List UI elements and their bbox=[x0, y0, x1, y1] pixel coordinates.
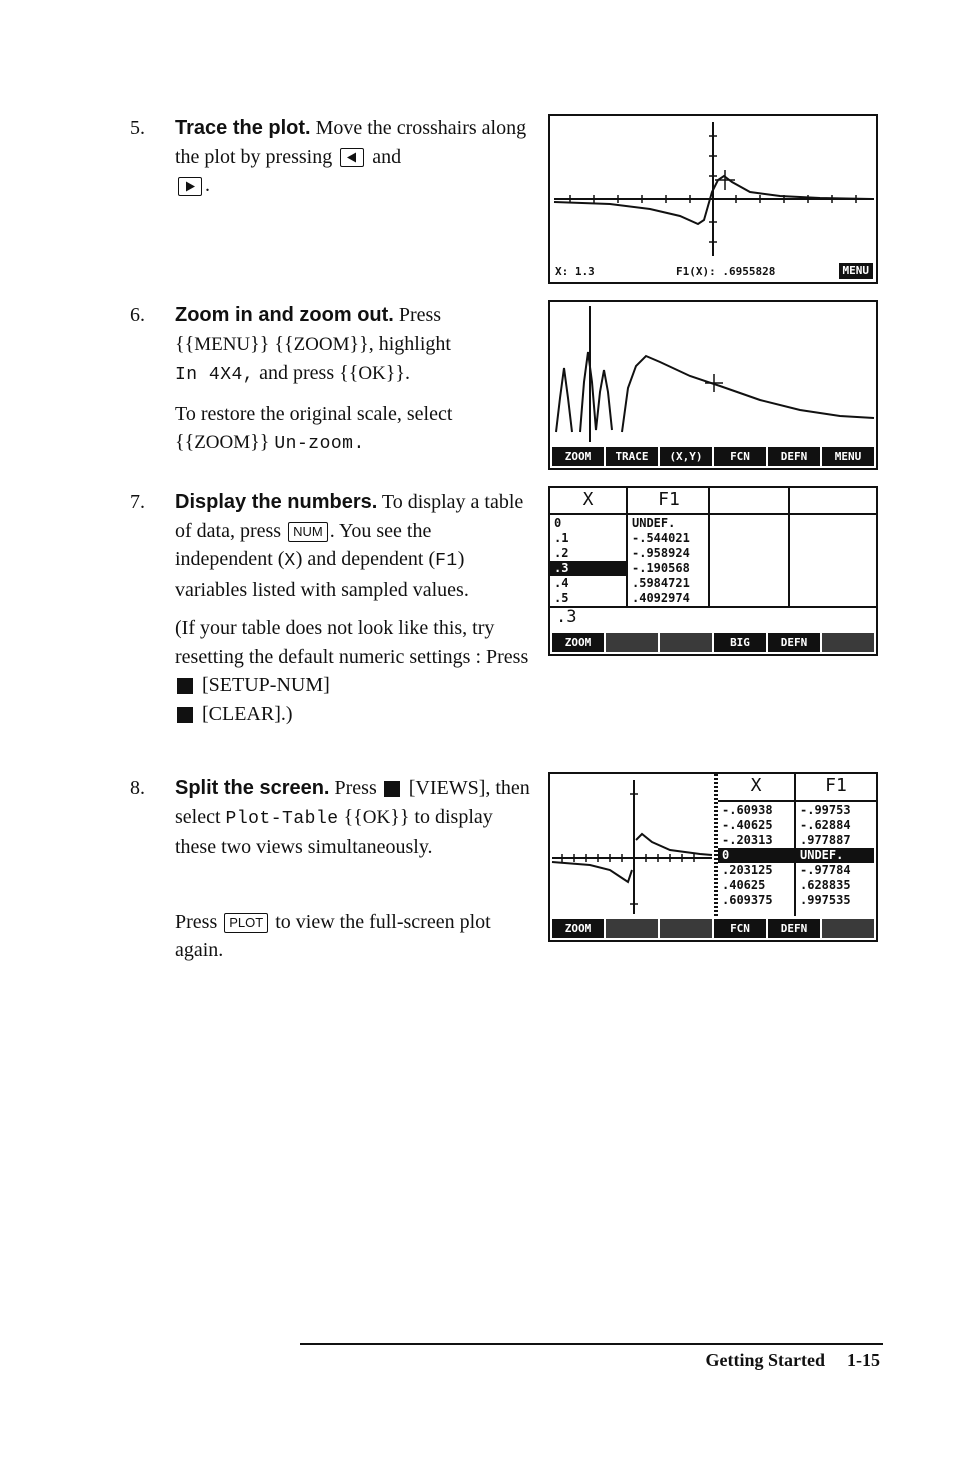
table-cell-f1: -.190568 bbox=[632, 561, 690, 575]
softkey-fcn[interactable]: FCN bbox=[714, 447, 766, 466]
mono-text: X bbox=[284, 551, 296, 571]
trace-plot bbox=[550, 116, 876, 260]
step-text: }} to display these two views simultaneously. bbox=[175, 805, 493, 858]
table-row[interactable] bbox=[718, 863, 874, 878]
table-row[interactable] bbox=[550, 576, 710, 591]
step-text: }} {{ bbox=[250, 332, 294, 355]
table-cell-f1: .997535 bbox=[800, 893, 851, 907]
table-row[interactable] bbox=[550, 591, 710, 606]
table-row[interactable] bbox=[718, 893, 874, 908]
mono-text: Plot-Table bbox=[225, 808, 339, 829]
softkey-defn[interactable]: DEFN bbox=[768, 633, 820, 652]
softkey-fcn[interactable]: FCN bbox=[714, 919, 766, 938]
table-header-f1: F1 bbox=[658, 489, 680, 510]
step-text: [SETUP-NUM] bbox=[197, 674, 330, 696]
table-cell-x: .2 bbox=[554, 546, 569, 560]
table-row[interactable] bbox=[718, 878, 874, 893]
table-cell-x: 0 bbox=[718, 848, 796, 863]
step-body bbox=[175, 488, 530, 728]
step-text: }}. bbox=[385, 362, 410, 384]
right-arrow-key-icon bbox=[178, 177, 202, 196]
softkey-blank bbox=[606, 633, 658, 652]
table-row[interactable] bbox=[550, 561, 710, 576]
shift-key-icon bbox=[177, 707, 193, 723]
step-text: Press {{ bbox=[175, 304, 442, 355]
step-body bbox=[175, 301, 530, 459]
step-text: ) variables listed with sampled values. bbox=[175, 548, 469, 601]
footer-title: Getting Started bbox=[705, 1350, 825, 1370]
split-header-x: X bbox=[750, 775, 762, 796]
zoom-plot bbox=[550, 302, 876, 442]
zoom-softkey: ZOOM bbox=[194, 432, 251, 453]
softkey-blank bbox=[660, 919, 712, 938]
step-text: }} bbox=[250, 431, 275, 453]
step-body bbox=[175, 774, 530, 965]
step-text: }}, highlight bbox=[349, 332, 451, 355]
step-text: {{ bbox=[338, 805, 363, 828]
plot-key: PLOT bbox=[224, 913, 268, 933]
softkey-defn[interactable]: DEFN bbox=[768, 919, 820, 938]
table-cell-f1: -.99753 bbox=[800, 803, 851, 817]
table-menubar bbox=[552, 633, 874, 652]
table-cell-f1: -.544021 bbox=[632, 531, 690, 545]
table-cell-x: -.60938 bbox=[722, 803, 773, 817]
step-heading: Zoom in and zoom out. bbox=[175, 304, 394, 326]
step-text: and bbox=[367, 145, 402, 168]
table-current-value: .3 bbox=[556, 607, 577, 627]
softkey-zoom[interactable]: ZOOM bbox=[552, 447, 604, 466]
table-row[interactable] bbox=[718, 803, 874, 818]
mono-text: In 4X4, bbox=[175, 365, 255, 385]
table-cell-x: .3 bbox=[550, 561, 628, 576]
table-cell-x: .5 bbox=[554, 591, 569, 605]
calculator-screen-trace bbox=[548, 114, 878, 284]
step-number: 7. bbox=[130, 491, 145, 513]
table-row[interactable] bbox=[718, 818, 874, 833]
step-number: 6. bbox=[130, 304, 145, 326]
zoom-menubar bbox=[552, 447, 874, 466]
menu-softkey: MENU bbox=[194, 333, 251, 355]
table-cell-f1: UNDEF. bbox=[796, 848, 874, 863]
step-body bbox=[175, 114, 530, 200]
step-text: (If your table does not look like this, try resetting the default numeric settings : Press bbox=[175, 617, 529, 668]
table-cell-f1: -.958924 bbox=[632, 546, 690, 560]
num-key: NUM bbox=[288, 522, 328, 542]
step-number: 5. bbox=[130, 117, 145, 139]
trace-f1-readout: F1(X): .6955828 bbox=[676, 265, 776, 278]
table-cell-f1: -.97784 bbox=[800, 863, 851, 877]
step-text: To restore the original scale, select {{ bbox=[175, 402, 453, 453]
step-text: . bbox=[205, 174, 210, 196]
mono-text: F1 bbox=[435, 551, 458, 571]
table-cell-x: .609375 bbox=[722, 893, 773, 907]
table-row[interactable] bbox=[550, 546, 710, 561]
split-header-f1: F1 bbox=[825, 775, 847, 796]
step-text: Move the crosshairs along the plot by pressing bbox=[175, 117, 527, 168]
zoom-softkey: ZOOM bbox=[293, 333, 350, 355]
step-text: . You see the independent ( bbox=[175, 519, 432, 570]
softkey-menu[interactable]: MENU bbox=[822, 447, 874, 466]
step-text: and press {{ bbox=[254, 362, 359, 384]
left-arrow-key-icon bbox=[340, 148, 364, 167]
shift-key-icon bbox=[177, 678, 193, 694]
ok-softkey: OK bbox=[362, 806, 391, 828]
calculator-screen-zoom bbox=[548, 300, 878, 470]
split-plot bbox=[550, 774, 714, 916]
softkey-xy[interactable]: (X,Y) bbox=[660, 447, 712, 466]
step-number: 8. bbox=[130, 777, 145, 799]
table-cell-f1: UNDEF. bbox=[632, 516, 676, 530]
table-cell-f1: .4092974 bbox=[632, 591, 690, 605]
table-cell-x: .1 bbox=[554, 531, 569, 545]
softkey-zoom[interactable]: ZOOM bbox=[552, 633, 604, 652]
step-paragraph bbox=[175, 400, 530, 459]
step-text: Press bbox=[175, 910, 223, 933]
step-text: To display a table of data, press bbox=[175, 491, 524, 542]
split-table-rows bbox=[718, 803, 874, 908]
step-text: to view the full-screen plot again. bbox=[175, 910, 491, 961]
table-cell-f1: .628835 bbox=[800, 878, 851, 892]
softkey-defn[interactable]: DEFN bbox=[768, 447, 820, 466]
trace-x-readout: X: 1.3 bbox=[555, 265, 595, 278]
softkey-blank bbox=[660, 633, 712, 652]
step-text: Press bbox=[329, 777, 382, 799]
table-cell-f1: -.62884 bbox=[800, 818, 851, 832]
softkey-zoom[interactable]: ZOOM bbox=[552, 919, 604, 938]
calculator-screen-table bbox=[548, 486, 878, 656]
calculator-screen-split bbox=[548, 772, 878, 942]
table-cell-x: .4 bbox=[554, 576, 569, 590]
table-cell-f1: .5984721 bbox=[632, 576, 690, 590]
trace-menu-softkey[interactable]: MENU bbox=[839, 263, 874, 279]
table-row[interactable] bbox=[550, 531, 710, 546]
step-paragraph bbox=[175, 908, 530, 965]
table-cell-x: 0 bbox=[554, 516, 562, 530]
step-text: [CLEAR].) bbox=[197, 702, 293, 725]
split-menubar bbox=[552, 919, 874, 938]
table-row[interactable] bbox=[550, 516, 710, 531]
softkey-blank bbox=[822, 919, 874, 938]
table-cell-f1: .977887 bbox=[800, 833, 851, 847]
softkey-big[interactable]: BIG bbox=[714, 633, 766, 652]
table-cell-x: -.40625 bbox=[722, 818, 773, 832]
table-cell-x: .40625 bbox=[722, 878, 766, 892]
step-heading: Split the screen. bbox=[175, 777, 330, 799]
page-footer bbox=[684, 1350, 880, 1371]
softkey-blank bbox=[822, 633, 874, 652]
ok-softkey: OK bbox=[358, 363, 386, 384]
table-rows bbox=[550, 516, 710, 606]
step-text: [VIEWS], then select bbox=[175, 777, 530, 828]
page-number: 1-15 bbox=[847, 1350, 880, 1370]
table-row[interactable] bbox=[718, 833, 874, 848]
table-header-x: X bbox=[582, 489, 594, 510]
table-cell-x: -.20313 bbox=[722, 833, 773, 847]
table-row[interactable] bbox=[718, 848, 874, 863]
step-paragraph bbox=[175, 614, 530, 728]
softkey-trace[interactable]: TRACE bbox=[606, 447, 658, 466]
table-cell-x: .203125 bbox=[722, 863, 773, 877]
step-text: ) and dependent ( bbox=[295, 548, 436, 570]
shift-key-icon bbox=[384, 781, 400, 797]
footer-rule bbox=[300, 1343, 883, 1345]
step-heading: Trace the plot. bbox=[175, 117, 311, 139]
softkey-blank bbox=[606, 919, 658, 938]
step-heading: Display the numbers. bbox=[175, 491, 378, 513]
mono-text: Un-zoom. bbox=[274, 434, 365, 454]
